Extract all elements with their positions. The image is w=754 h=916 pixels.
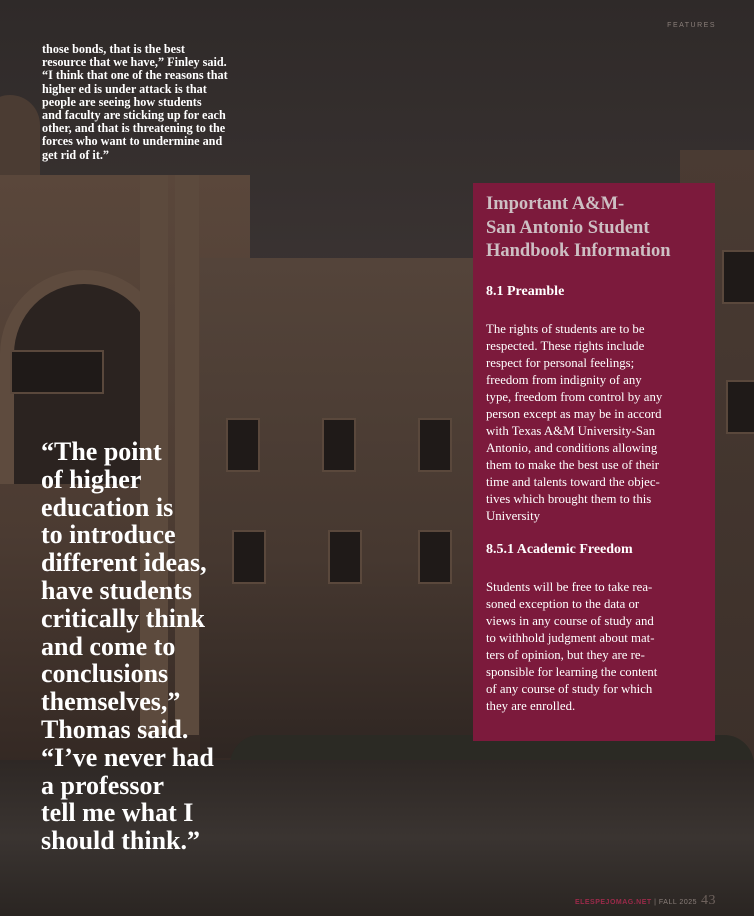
body-line: tives which brought them to this: [486, 492, 652, 506]
body-line: with Texas A&M University-San: [486, 424, 656, 438]
background-window: [722, 250, 754, 304]
pull-quote-line: Thomas said.: [41, 714, 189, 744]
top-quote-line: those bonds, that is the best: [42, 42, 185, 56]
body-line: views in any course of study and: [486, 614, 654, 628]
pull-quote-line: should think.”: [41, 826, 200, 856]
background-window: [10, 350, 104, 394]
body-line: them to make the best use of their: [486, 458, 660, 472]
pull-quote-line: of higher: [41, 464, 142, 494]
body-line: sponsible for learning the content: [486, 665, 658, 679]
sidebar-title-line: Handbook Information: [486, 241, 671, 261]
background-window: [418, 530, 452, 584]
body-line: of any course of study for which: [486, 682, 653, 696]
section-heading-academic-freedom: 8.5.1 Academic Freedom: [486, 542, 633, 557]
footer-issue: FALL 2025: [658, 899, 697, 906]
body-line: respect for personal feelings;: [486, 356, 635, 370]
body-line: Students will be free to take rea-: [486, 580, 653, 594]
background-dome: [0, 95, 40, 185]
pull-quote-line: different ideas,: [41, 548, 207, 578]
pull-quote-line: and come to: [41, 631, 176, 661]
top-quote-line: “I think that one of the reasons that: [42, 68, 228, 83]
top-quote-line: higher ed is under attack is that: [42, 81, 207, 96]
page-footer: [575, 893, 716, 909]
pull-quote-line: education is: [41, 492, 174, 522]
top-quote-line: and faculty are sticking up for each: [42, 108, 226, 123]
top-quote-line: other, and that is threatening to the: [42, 121, 226, 136]
top-quote-line: forces who want to undermine and: [42, 134, 223, 149]
pull-quote-line: “The point: [41, 437, 162, 466]
body-line: soned exception to the data or: [486, 597, 640, 611]
top-quote-line: people are seeing how students: [42, 94, 202, 109]
pull-quote-line: have students: [41, 575, 192, 605]
pull-quote-line: to introduce: [41, 520, 176, 550]
top-quote-line: resource that we have,” Finley said.: [42, 55, 227, 70]
pull-quote-line: themselves,”: [41, 687, 181, 717]
body-line: The rights of students are to be: [486, 322, 645, 336]
body-line: University: [486, 509, 541, 523]
body-line: type, freedom from control by any: [486, 390, 663, 404]
pull-quote-line: tell me what I: [41, 798, 194, 828]
body-line: ters of opinion, but they are re-: [486, 648, 645, 662]
section-body-preamble: [486, 321, 706, 525]
pull-quote-line: critically think: [41, 603, 205, 633]
body-line: to withhold judgment about mat-: [486, 631, 655, 645]
top-quote-line: get rid of it.”: [42, 147, 110, 162]
background-window: [328, 530, 362, 584]
background-window: [418, 418, 452, 472]
body-line: Antonio, and conditions allowing: [486, 441, 658, 455]
section-body-academic-freedom: [486, 579, 706, 715]
body-line: they are enrolled.: [486, 699, 576, 713]
background-window: [322, 418, 356, 472]
footer-separator: |: [651, 899, 659, 906]
sidebar-title-line: Important A&M-: [486, 194, 625, 214]
sidebar-title: [486, 193, 702, 264]
pull-quote-line: conclusions: [41, 659, 169, 689]
body-line: person except as may be in accord: [486, 407, 662, 421]
section-heading-preamble: 8.1 Preamble: [486, 284, 565, 299]
top-quote: [42, 43, 252, 162]
background-window: [726, 380, 754, 434]
pull-quote-line: “I’ve never had: [41, 742, 214, 772]
footer-site[interactable]: ELESPEJOMAG.NET: [574, 899, 652, 906]
pull-quote: [41, 438, 261, 855]
body-line: respected. These rights include: [486, 339, 645, 353]
body-line: freedom from indignity of any: [486, 373, 642, 387]
page-number: 43: [701, 893, 716, 908]
section-label: FEATURES: [667, 22, 716, 29]
pull-quote-line: a professor: [41, 770, 165, 800]
sidebar-title-line: San Antonio Student: [486, 217, 650, 238]
body-line: time and talents toward the objec-: [486, 475, 660, 489]
handbook-sidebar: [473, 183, 715, 741]
